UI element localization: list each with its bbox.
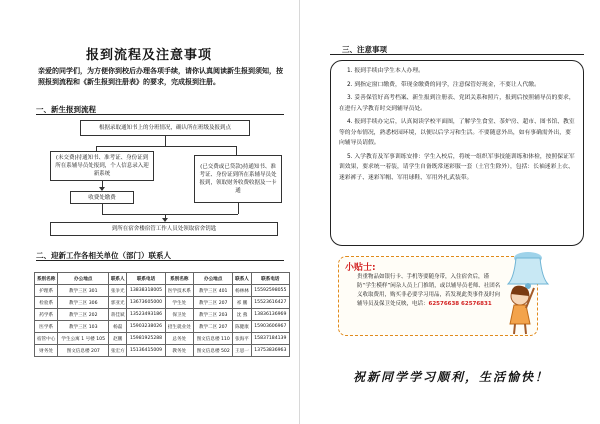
table-cell: 13838318005 [127,285,165,297]
table-cell: 招生就业处 [165,321,193,333]
flow-connector [165,136,166,146]
table-row [35,321,290,333]
table-cell: 张宏方 [109,345,127,357]
flow-connector [96,146,236,147]
table-cell: 检验系 [35,297,58,309]
flow-connector [236,146,237,155]
table-header-row [35,273,290,285]
section-flow-heading: 一、新生报到流程 [36,105,96,114]
table-cell: 宿管中心 [35,333,58,345]
page-fold [299,0,300,424]
flow-step-paid: (已交费或已贷款)持通知书、准考证、身份证到所在系辅导员处报到，领取财务收费收据及一卡通 [194,155,282,203]
table-cell: 杨林林 [233,285,251,297]
table-cell: 医学系 [35,321,58,333]
column-header: 办公地点 [193,273,232,285]
table-cell: 教学三区 202 [58,309,109,321]
table-cell: 15592598055 [251,285,289,297]
notice-item: 4. 报到手续办完后，认真阅读学校平面图，了解学生食堂、茶炉房、超市、图书馆、教室等的分布情况，熟悉校园环境，以便以后学习和生活。不要随意外出，如有事确需外出，要向辅导员请假。 [339,119,575,146]
table-cell: 陈健康 [233,321,251,333]
table-cell: 医学技术系 [165,285,193,297]
section-notes-heading: 三、注意事项 [342,45,387,54]
table-cell: 15523616427 [251,297,289,309]
table-cell: 教学三区 306 [58,297,109,309]
table-row [35,309,290,321]
table-row [35,297,290,309]
table-cell: 保卫处 [165,309,193,321]
notice-item: 2. 到指定窗口缴费，带现金缴费的同学，注意保管好现金，不要让人代缴。 [347,81,540,88]
table-cell: 护理系 [35,285,58,297]
table-cell: 张海平 [233,333,251,345]
table-cell: 财务处 [35,345,58,357]
section-contacts-rule [36,260,284,261]
column-header: 联系人 [233,273,251,285]
table-cell: 学生公寓 1 号楼 105 [58,333,109,345]
table-cell: 15981925288 [127,333,165,345]
tip-text: 贵重物品如银行卡、手机等要随身带，入住宿舍后，谨防“学生模样”闲杂人员上门推销，或以辅导员老师、社团名义收取费用，购买非必要学习用品，若发现此类事件及时向辅导员及保卫处反映，电话： [357,274,501,307]
closing-wish: 祝新同学学习顺利，生活愉快！ [352,370,549,384]
table-cell: 教学三区 207 [193,297,232,309]
table-cell: 图文信息楼 502 [193,345,232,357]
table-cell: 15903606967 [251,321,289,333]
table-cell: 赵鹏 [109,333,127,345]
girl-leg [525,324,526,334]
table-cell: 13836136969 [251,309,289,321]
table-cell: 教学三区 301 [58,285,109,297]
section-contacts-heading: 二、迎新工作各相关单位（部门）联系人 [36,251,171,260]
contacts-table [34,272,290,357]
column-header: 系别名称 [165,273,193,285]
notice-box [330,60,584,246]
table-row [35,333,290,345]
table-row [35,345,290,357]
left-page [0,0,298,424]
notice-item: 3. 妥善保管好高考档案、新生报到注册表、党团关系和照片，报到后按照辅导员的要求，在进行入学教育时交到辅导员处。 [339,95,575,112]
notice-item: 5. 入学教育及军事训练安排：学生入校后，将统一组织军事技能训练和体检，按照保证军训效果，要求统一着装，请学生自备既常迷彩服一套（土官生除外），包括：长袖迷彩上衣、迷彩裤子、迷彩军帽、军用球鞋、军用外扎武装带。 [339,153,575,181]
column-header: 系别名称 [35,273,58,285]
right-page [302,0,600,424]
page-title: 报到流程及注意事项 [85,48,212,63]
table-cell: 王思一 [233,345,251,357]
table-cell: 教务处 [165,345,193,357]
tip-title: 小贴士: [345,263,376,273]
table-cell: 图文信息楼 110 [193,333,232,345]
intro-paragraph: 亲爱的同学们，为方便你到校后办理各项手续，请你认真阅读新生报到须知，按照报到流程和《新生报到注册表》的要求，完成报到注册。 [38,67,283,86]
tip-body [357,273,502,309]
flow-connector [238,203,239,214]
flow-step-dorm-key: 到所在宿舍楼宿管工作人员处领取宿舍钥匙 [50,222,278,236]
column-header: 联系电话 [251,273,289,285]
table-cell: 沈 燕 [233,309,251,321]
table-cell: 张争光 [109,285,127,297]
table-cell: 蒋佳斌 [109,309,127,321]
table-row [35,285,290,297]
table-cell: 总务处 [165,333,193,345]
column-header: 联系电话 [127,273,165,285]
girl-illustration-icon [498,238,558,338]
flow-connector [102,204,103,214]
bell-body [508,258,548,284]
table-cell: 15837184139 [251,333,289,345]
table-cell: 学生处 [165,297,193,309]
table-cell: 13523493186 [127,309,165,321]
flow-step-fee: 收费处缴费 [70,191,134,204]
table-cell: 教学三区 203 [193,309,232,321]
table-cell: 教学三区 401 [193,285,232,297]
table-cell: 15136415009 [127,345,165,357]
section-notes-rule [330,54,584,55]
flow-step-unpaid: (未交费)持通知书、准考证、身份证到所在系辅导员处报到，个人信息录入迎新系统 [50,151,154,181]
column-header: 办公地点 [58,273,109,285]
tip-phone: 62576638 62576831 [428,301,492,307]
flow-connector [102,214,238,215]
table-cell: 杨磊 [109,321,127,333]
section-flow-rule [36,114,284,115]
column-header: 联系人 [109,273,127,285]
table-cell: 13753836963 [251,345,289,357]
girl-leg [514,324,515,334]
table-cell: 13673605000 [127,297,165,309]
table-cell: 药学系 [35,309,58,321]
table-cell: 郭亚光 [109,297,127,309]
flow-step-confirm-class: 根据录取通知书上的分班情况，确认所在班级及报到点 [80,120,250,136]
table-cell: 祁 鹏 [233,297,251,309]
table-cell: 教学三区 103 [58,321,109,333]
table-cell: 图文信息楼 207 [58,345,109,357]
notice-item: 1. 报到手续由学生本人办理。 [347,68,424,74]
table-cell: 教学二区 207 [193,321,232,333]
table-cell: 15903238026 [127,321,165,333]
